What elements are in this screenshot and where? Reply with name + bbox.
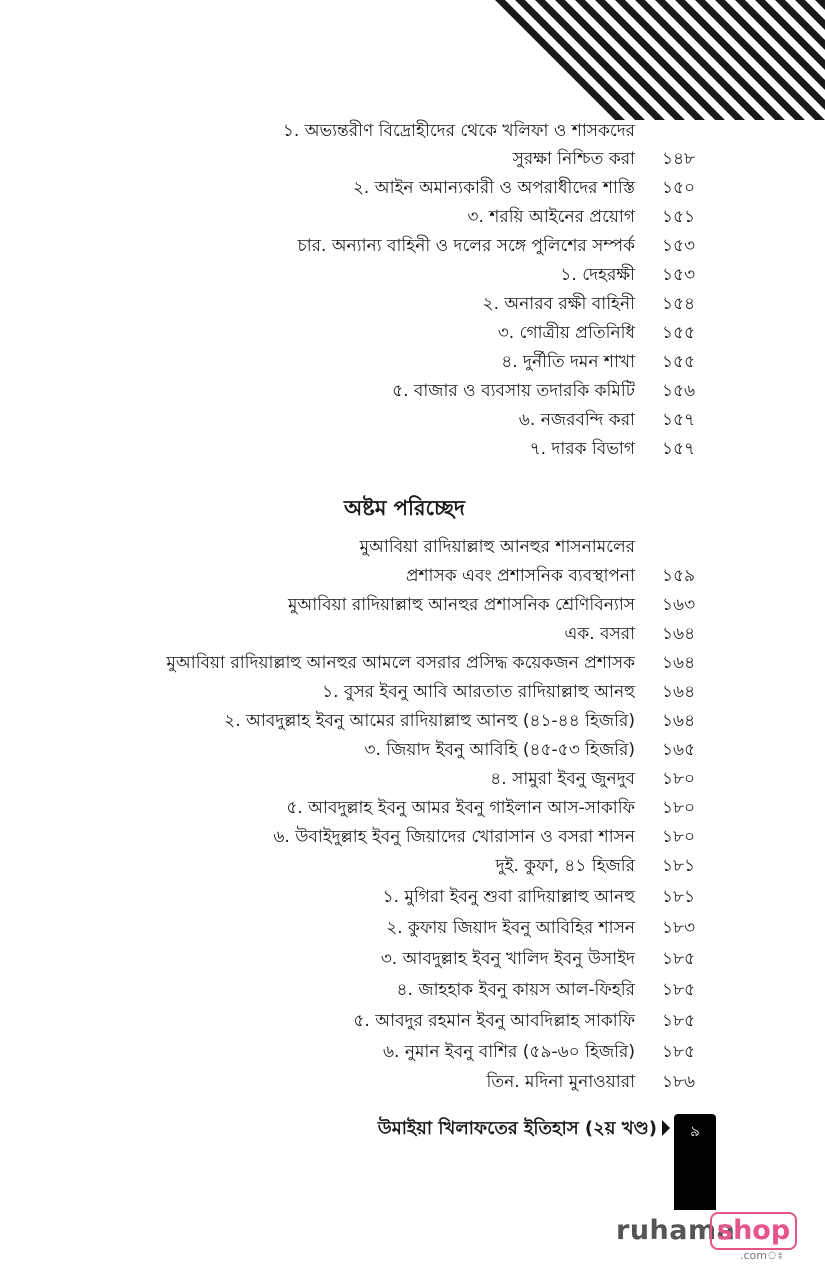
- toc-entry: [0, 562, 825, 591]
- toc-entry: [0, 976, 825, 1005]
- entry-page: ১৮৫: [662, 1011, 696, 1031]
- entry-title: ২. কুফায় জিয়াদ ইবনু আবিহির শাসন: [386, 918, 635, 938]
- entry-title: ৭. দারক বিভাগ: [529, 439, 635, 459]
- footer-book-title: উমাইয়া খিলাফতের ইতিহাস (২য় খণ্ড): [377, 1118, 657, 1139]
- toc-entry: [0, 348, 825, 377]
- toc-entry: [0, 1068, 825, 1097]
- toc-entry: [0, 678, 825, 707]
- diagonal-stripes-decoration: [480, 0, 825, 120]
- entry-title: ১. অভ্যন্তরীণ বিদ্রোহীদের থেকে খলিফা ও শাসকদের: [282, 121, 635, 141]
- entry-page: ১৫৩: [662, 265, 696, 285]
- toc-entry: [0, 620, 825, 649]
- entry-title: ২. অনারব রক্ষী বাহিনী: [482, 294, 635, 314]
- toc-entry: [0, 290, 825, 319]
- entry-title: মুআবিয়া রাদিয়াল্লাহু আনহুর আমলে বসরার প্রসিদ্ধ কয়েকজন প্রশাসক: [166, 653, 635, 673]
- entry-page: ১৫৭: [662, 410, 696, 430]
- entry-title: ৫. বাজার ও ব্যবসায় তদারকি কমিটি: [392, 381, 635, 401]
- entry-title: ৪. জাহহাক ইবনু কায়স আল-ফিহরি: [396, 980, 635, 1000]
- entry-title: ১. মুগিরা ইবনু শুবা রাদিয়াল্লাহু আনহু: [382, 887, 635, 907]
- entry-page: ১৫৫: [662, 352, 696, 372]
- entry-page: ১৮১: [662, 856, 696, 876]
- logo-text-suffix: .comঃ: [740, 1249, 784, 1262]
- entry-title: এক. বসরা: [564, 624, 635, 644]
- entry-title: ৩. আবদুল্লাহ ইবনু খালিদ ইবনু উসাইদ: [380, 949, 635, 969]
- entry-title: ১. দেহরক্ষী: [560, 265, 635, 285]
- entry-title: প্রশাসক এবং প্রশাসনিক ব্যবস্থাপনা: [405, 566, 635, 586]
- entry-title: ৩. শরয়ি আইনের প্রয়োগ: [467, 207, 635, 227]
- toc-entry: [0, 945, 825, 974]
- toc-entry: [0, 736, 825, 765]
- toc-entry: [0, 1038, 825, 1067]
- entry-title: ৬. উবাইদুল্লাহ ইবনু জিয়াদের খোরাসান ও বসরা শাসন: [273, 827, 635, 847]
- toc-entry: [0, 406, 825, 435]
- entry-title: ৩. গোত্রীয় প্রতিনিধি: [497, 323, 635, 343]
- entry-page: ১৮৫: [662, 980, 696, 1000]
- entry-page: ১৬৪: [662, 682, 696, 702]
- entry-title: সুরক্ষা নিশ্চিত করা: [512, 149, 635, 169]
- entry-title: ২. আবদুল্লাহ ইবনু আমের রাদিয়াল্লাহু আনহু (৪১-৪৪ হিজরি): [224, 711, 635, 731]
- page-number-tab: [674, 1114, 716, 1210]
- entry-page: ১৪৮: [662, 149, 696, 169]
- entry-title: মুআবিয়া রাদিয়াল্লাহু আনহুর শাসনামলের: [359, 537, 635, 557]
- toc-entry: [0, 914, 825, 943]
- toc-entry: [0, 145, 825, 174]
- entry-page: ১৮০: [662, 798, 696, 818]
- toc-entry: [0, 794, 825, 823]
- entry-title: তিন. মদিনা মুনাওয়ারা: [486, 1072, 635, 1092]
- page-number: ৯: [690, 1122, 700, 1140]
- toc-entry: [0, 117, 825, 146]
- toc-entry: [0, 377, 825, 406]
- toc-entry: [0, 232, 825, 261]
- entry-page: ১৮৫: [662, 949, 696, 969]
- toc-entry: [0, 435, 825, 464]
- entry-page: ১৫১: [662, 207, 696, 227]
- toc-entry: [0, 823, 825, 852]
- toc-entry: [0, 319, 825, 348]
- toc-entry: [0, 261, 825, 290]
- entry-page: ১৮৫: [662, 1042, 696, 1062]
- logo-text-ruhama: ruhama: [616, 1215, 736, 1246]
- toc-entry: [0, 174, 825, 203]
- entry-page: ১৮০: [662, 769, 696, 789]
- entry-page: ১৫৬: [662, 381, 696, 401]
- toc-entry: [0, 852, 825, 881]
- entry-page: ১৫৪: [662, 294, 696, 314]
- entry-page: ১৫৫: [662, 323, 696, 343]
- toc-entry: [0, 1007, 825, 1036]
- entry-title: ৪. সামুরা ইবনু জুনদুব: [490, 769, 635, 789]
- toc-entry: [0, 883, 825, 912]
- entry-page: ১৬৪: [662, 653, 696, 673]
- logo-text-shop: shop: [710, 1212, 797, 1250]
- toc-entry: [0, 649, 825, 678]
- entry-title: দুই. কুফা, ৪১ হিজরি: [495, 856, 635, 876]
- entry-page: ১৮৬: [662, 1072, 696, 1092]
- entry-page: ১৬৪: [662, 711, 696, 731]
- entry-title: ৩. জিয়াদ ইবনু আবিহি (৪৫-৫৩ হিজরি): [364, 740, 635, 760]
- entry-title: ৪. দুর্নীতি দমন শাখা: [501, 352, 635, 372]
- entry-page: ১৬৫: [662, 740, 696, 760]
- toc-entry: [0, 707, 825, 736]
- entry-title: মুআবিয়া রাদিয়াল্লাহু আনহুর প্রশাসনিক শ্রেণিবিন্যাস: [287, 595, 635, 615]
- toc-entry: [0, 591, 825, 620]
- entry-title: ৫. আবদুল্লাহ ইবনু আমর ইবনু গাইলান আস-সাকাফি: [286, 798, 635, 818]
- entry-title: চার. অন্যান্য বাহিনী ও দলের সঙ্গে পুলিশের সম্পর্ক: [297, 236, 635, 256]
- entry-title: ১. বুসর ইবনু আবি আরতাত রাদিয়াল্লাহু আনহু: [322, 682, 635, 702]
- toc-entry: [0, 765, 825, 794]
- toc-entry: [0, 533, 825, 562]
- entry-title: ২. আইন অমান্যকারী ও অপরাধীদের শাস্তি: [352, 178, 635, 198]
- entry-page: ১৮১: [662, 887, 696, 907]
- entry-title: ৬. নজরবন্দি করা: [518, 410, 635, 430]
- entry-page: ১৫৯: [662, 566, 696, 586]
- entry-page: ১৬৪: [662, 624, 696, 644]
- entry-page: ১৫০: [662, 178, 696, 198]
- entry-title: ৬. নুমান ইবনু বাশির (৫৯-৬০ হিজরি): [382, 1042, 635, 1062]
- toc-entry: [0, 203, 825, 232]
- entry-title: ৫. আবদুর রহমান ইবনু আবদিল্লাহ সাকাফি: [353, 1011, 635, 1031]
- entry-page: ১৬৩: [662, 595, 696, 615]
- footer-arrow-icon: [662, 1120, 670, 1136]
- chapter-heading: অষ্টম পরিচ্ছেদ: [344, 496, 465, 520]
- entry-page: ১৫৭: [662, 439, 696, 459]
- entry-page: ১৮৩: [662, 918, 696, 938]
- entry-page: ১৫৩: [662, 236, 696, 256]
- entry-page: ১৮০: [662, 827, 696, 847]
